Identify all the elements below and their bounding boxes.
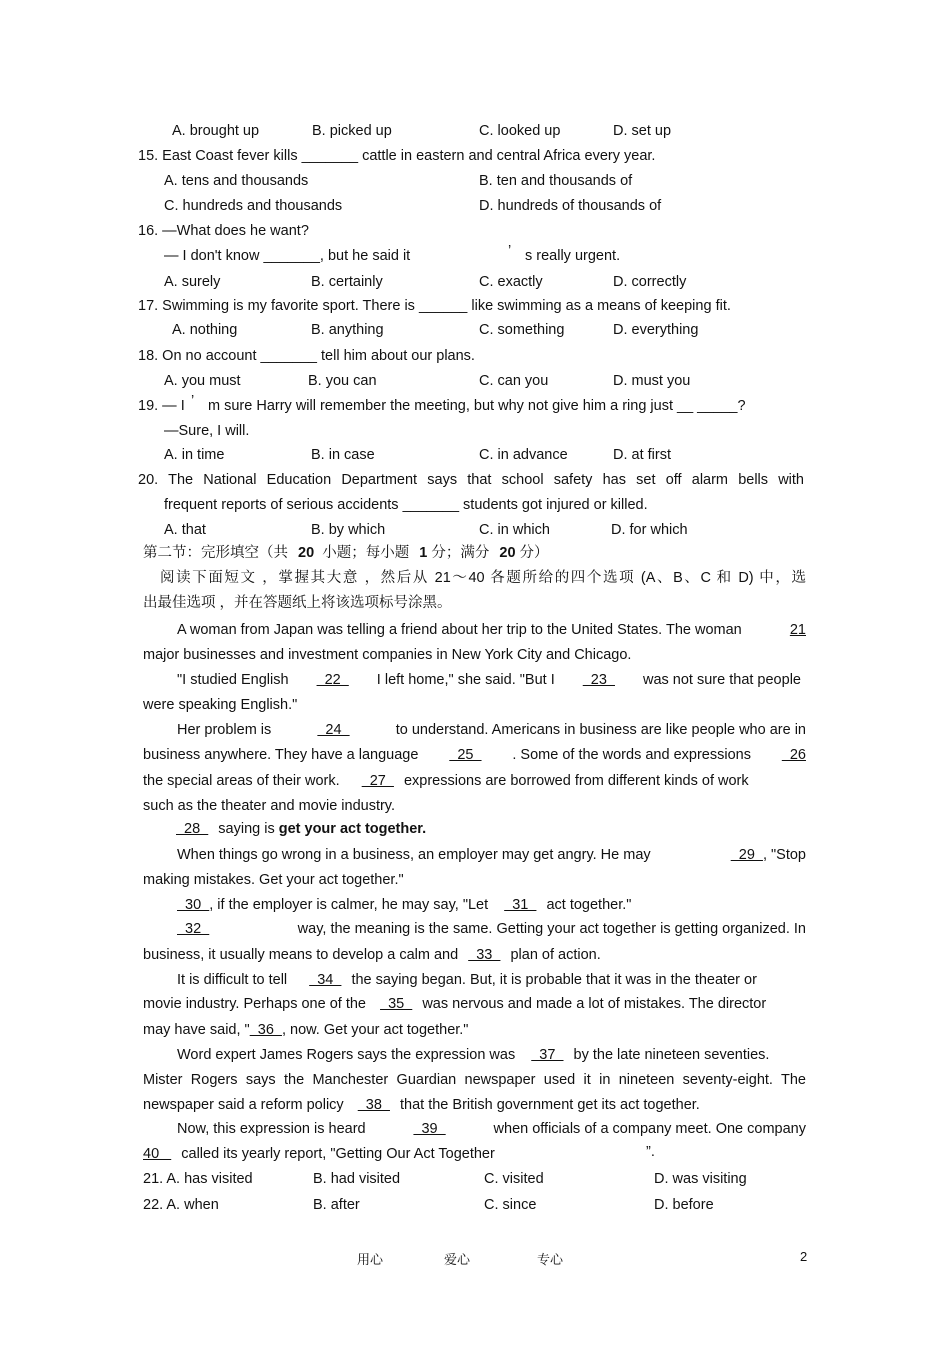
blank-35: 35 [380,996,413,1012]
passage-line: may have said, " 36 , now. Get your act together." [143,1022,469,1038]
q19-stem-part2: m sure Harry will remember the meeting, but why not give him a ring just __ _____? [208,398,746,414]
passage-line: newspaper said a reform policy 38 that the British government get its act together. [143,1097,700,1113]
q16-option-d: D. correctly [613,274,687,290]
q22-option-a: 22. A. when [143,1197,219,1213]
q18-stem: 18. On no account _______ tell him about our plans. [138,348,475,364]
blank-22: 22 [316,672,349,688]
q15-option-c: C. hundreds and thousands [164,198,343,214]
q22-option-c: C. since [484,1197,537,1213]
footer-word-3: 专心 [537,1252,564,1267]
passage-line: When things go wrong in a business, an employer may get angry. He may 29 , "Stop [177,847,806,863]
section2-instruction-line2: 出最佳选项 ，并在答题纸上将该选项标号涂黑。 [143,595,452,611]
blank-29: 29 [730,847,763,863]
passage-line: Her problem is 24 to understand. Americans in business are like people who are in [177,722,806,738]
q19-option-a: A. in time [164,447,225,463]
q17-option-d: D. everything [613,322,699,338]
q18-option-c: C. can you [479,373,549,389]
q14-option-a: A. brought up [172,123,260,139]
q20-stem-line1: 20. The National Education Department says that school safety has set off alarm bells with [138,472,804,488]
q14-option-c: C. looked up [479,123,561,139]
passage-line: business, it usually means to develop a calm and 33 plan of action. [143,947,601,963]
blank-27: 27 [361,773,394,789]
passage-line: Mister Rogers says the Manchester Guardian newspaper used it in nineteen seventy-eight. The [143,1072,806,1088]
q15-option-a: A. tens and thousands [164,173,309,189]
q19-reply: —Sure, I will. [164,423,250,439]
section2-instruction-line1: 阅读下面短文 ，掌握其大意 ，然后从 21～40 各题所给的四个选项 (A、B、C 和 D) 中，选 [160,570,806,586]
q18-option-b: B. you can [308,373,377,389]
q19-option-c: C. in advance [479,447,568,463]
q21-option-a: 21. A. has visited [143,1171,253,1187]
passage-line: major businesses and investment companies in New York City and Chicago. [143,647,632,663]
q15-option-d: D. hundreds of thousands of [479,198,662,214]
page-number: 2 [800,1249,808,1264]
q20-option-d: D. for which [611,522,688,538]
passage-line: "I studied English 22 I left home," she said. "But I 23 was not sure that people [177,672,801,688]
passage-line: the special areas of their work. 27 expressions are borrowed from different kinds of work [143,773,749,789]
q14-option-d: D. set up [613,123,672,139]
q20-option-b: B. by which [311,522,386,538]
passage-line: Word expert James Rogers says the expression was 37 by the late nineteen seventies. [177,1047,770,1063]
q20-option-c: C. in which [479,522,550,538]
q22-option-d: D. before [654,1197,714,1213]
blank-21: 21 [789,622,806,638]
q15-stem: 15. East Coast fever kills _______ cattle in eastern and central Africa every year. [138,148,656,164]
blank-39: 39 [413,1121,446,1137]
blank-25: 25 [449,747,482,763]
q17-option-c: C. something [479,322,565,338]
blank-40: 40 [143,1146,172,1162]
passage-line: 32 way, the meaning is the same. Getting your act together is getting organized. In [177,921,806,937]
q22-option-b: B. after [313,1197,360,1213]
passage-line: such as the theater and movie industry. [143,798,396,814]
blank-36: 36 [249,1022,282,1038]
blank-37: 37 [531,1047,564,1063]
passage-line: business anywhere. They have a language 25 . Some of the words and expressions 26 [143,747,806,763]
q16-reply-part2: s really urgent. [525,248,621,264]
q16-reply-apostrophe: ’ [508,243,512,259]
q21-option-b: B. had visited [313,1171,401,1187]
passage-closing-quote: ”. [646,1144,655,1160]
blank-28: 28 [176,821,209,837]
blank-23: 23 [582,672,615,688]
q17-stem: 17. Swimming is my favorite sport. There is ______ like swimming as a means of keeping fit. [138,298,731,314]
passage-line: It is difficult to tell 34 the saying began. But, it is probable that it was in the theater or [177,972,757,988]
passage-line: 30 , if the employer is calmer, he may say, "Let 31 act together." [177,897,632,913]
q17-option-a: A. nothing [172,322,238,338]
q17-option-b: B. anything [311,322,384,338]
passage-line: were speaking English." [143,697,298,713]
passage-line: making mistakes. Get your act together." [143,872,404,888]
passage-line: A woman from Japan was telling a friend about her trip to the United States. The woman 21 [177,622,806,638]
q19-stem-part1: 19. — I [138,398,185,414]
blank-33: 33 [468,947,501,963]
footer-word-1: 用心 [357,1252,384,1267]
passage-line: 28 saying is get your act together. [176,821,427,837]
q19-option-b: B. in case [311,447,375,463]
q18-option-d: D. must you [613,373,691,389]
passage-line: movie industry. Perhaps one of the 35 was nervous and made a lot of mistakes. The director [143,996,767,1012]
blank-30: 30 [177,897,210,913]
q15-option-b: B. ten and thousands of [479,173,633,189]
passage-line: Now, this expression is heard 39 when officials of a company meet. One company [177,1121,806,1137]
q21-option-c: C. visited [484,1171,544,1187]
q21-option-d: D. was visiting [654,1171,747,1187]
q16-reply-part1: — I don't know _______, but he said it [164,248,411,264]
section2-heading: 第二节：完形填空（共 20 小题；每小题 1 分；满分 20 分） [143,545,549,561]
blank-26: 26 [781,747,806,763]
blank-34: 34 [309,972,342,988]
q20-option-a: A. that [164,522,206,538]
q19-option-d: D. at first [613,447,672,463]
blank-31: 31 [504,897,537,913]
q16-stem: 16. —What does he want? [138,223,309,239]
q19-stem-apostrophe: ’ [191,393,195,409]
q14-option-b: B. picked up [312,123,392,139]
q16-option-b: B. certainly [311,274,383,290]
q16-option-c: C. exactly [479,274,543,290]
blank-32: 32 [177,921,210,937]
q16-option-a: A. surely [164,274,221,290]
passage-line: 40 called its yearly report, "Getting Our Act Together [143,1146,495,1162]
blank-24: 24 [317,722,350,738]
footer-word-2: 爱心 [444,1252,471,1267]
blank-38: 38 [357,1097,390,1113]
q20-stem-line2: frequent reports of serious accidents _______ students got injured or killed. [164,497,648,513]
q18-option-a: A. you must [164,373,241,389]
